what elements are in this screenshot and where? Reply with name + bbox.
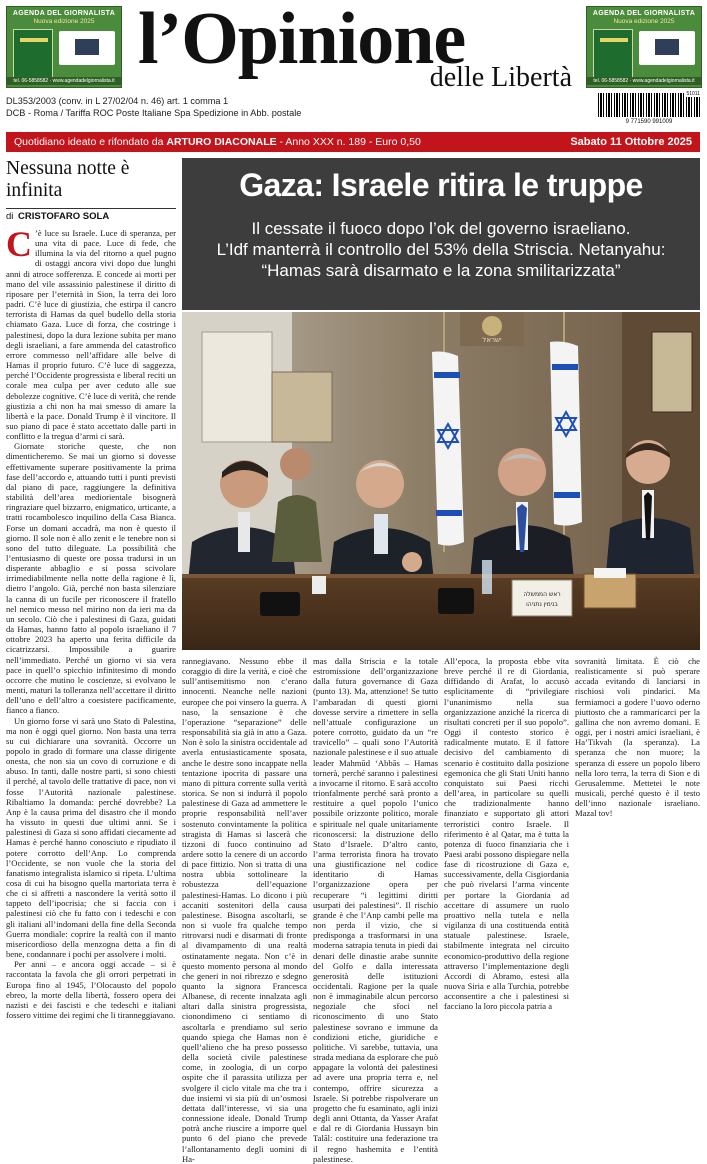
state-emblem <box>460 312 524 346</box>
cabinet-meeting-photo[interactable] <box>182 312 700 650</box>
ad-subtitle: Nuova edizione 2025 <box>33 18 95 25</box>
drop-cap: C <box>6 224 32 264</box>
deck-line-1: Il cessate il fuoco dopo l’ok del governo israeliano. <box>251 219 631 238</box>
deck-line-2: L’Idf manterrà il controllo del 53% della Striscia. Netanyahu: <box>216 240 666 259</box>
desk-microphone <box>438 588 474 614</box>
tissue-box <box>584 574 636 608</box>
ad-title: AGENDA DEL GIORNALISTA <box>12 10 116 17</box>
column-text: mas dalla Striscia e la totale estromissione dell’organizzazione dalla futura governance di Gaza (punto 13). Ma, attenzione! Se tutto l’ambaradan di questi giorni dovesse servire a rimettere in sella nell’attuale configurazione un potere corrotto, guidato da un “re travicello” – quali sono l’Autorità nazionale palestinese e il suo attuale leader Mahmūd ‘Abbās – Hamas tornerà, perché saranno i palestinesi a invocarne il ritorno. E sarà accolto trionfalmente perché sarà pronto a restituire a quel popolo l’unico possibile orizzonte politico, morale e spirituale nel quale unitariamente riconoscersi: la distruzione dello Stato d’Israele. D’altro canto, l’arma terrorista finora ha trovato una giustificazione nel codice identitario di Hamas l’organizzazione opera per recuperare “i legittimi diritti usurpati dei palestinesi”. Il rischio grande è che l’Anp cambi pelle ma non perda il vizio, che si predisponga a trasformarsi in una moderna satrapia tenuta in piedi dai denari delle dinastie arabe sunnite del Golfo e dalla interessata generosità delle istituzioni occidentali. Ragione per la quale non è immaginabile alcun percorso negoziale che sfoci nel riconoscimento di uno Stato palestinese sovrano e immune da condizioni etiche, giuridiche e politiche. Vi sarebbe, tuttavia, una strada mediana da esplorare che può appagare la volontà dei palestinesi ad avere una propria terra e, nel contempo, offrire sicurezza a Israele. Si potrebbe rispolverare un progetto che fu esaminato, agli inizi degli anni Ottanta, da Yasser Arafat e dal re di Giordania Hussayn bin Talāl: costituire una federazione tra il regno hashemita e l’entità palestinese. <box>313 656 438 1164</box>
masthead-info-bar <box>6 132 700 152</box>
israeli-flag-right <box>550 312 582 552</box>
agenda-book-image <box>13 29 53 79</box>
main-headline-box[interactable] <box>182 158 700 310</box>
newspaper-logo <box>132 2 580 92</box>
cup <box>312 576 326 594</box>
main-headline: Gaza: Israele ritira le truppe <box>239 167 643 203</box>
tissue <box>594 568 626 578</box>
editorial-byline <box>6 208 176 222</box>
article-column-3 <box>444 656 569 1016</box>
barcode <box>598 93 700 129</box>
photo-illustration <box>182 312 700 650</box>
founder-name: ARTURO DIACONALE <box>166 136 277 148</box>
barcode-number: 9 771590 991009 <box>625 119 673 125</box>
article-column-4 <box>575 656 700 1016</box>
issue-info: - Anno XXX n. 189 - Euro 0,50 <box>276 136 421 148</box>
logo-subtitle: delle Libertà <box>429 62 572 93</box>
editorial-title[interactable]: Nessuna notte è infinita <box>6 158 130 201</box>
ad-title: AGENDA DEL GIORNALISTA <box>592 10 696 17</box>
byline-author: CRISTOFARO SOLA <box>18 211 110 222</box>
emblem-text: ישראל <box>482 336 502 344</box>
founder-line <box>14 136 421 148</box>
ad-subtitle: Nuova edizione 2025 <box>613 18 675 25</box>
editorial-paragraph: Giornate storiche queste, che non dimenticheremo. Se mai un giorno si dovesse effettivamente superare positivamente la prima fase dell’accordo e, attuando tutti i punti previsti dal piano di pace, raggiungere la definitiva stabilità dell’area mediorientale bisognerà ringraziare quel bizzarro, enigmatico, urticante, a tratti rocambolesco inquilino della Casa Bianca. Forse un domani accadrà, ma non è questo il giorno. Il sole non è allo zenit e le tenebre non si sono del tutto dileguate. La possibilità che l’entusiasmo di queste ore possa tradursi in un disperante abbaglio e si possa scivolare irrimediabilmente nella notte della ragione è lì, dietro l’angolo. Già, perché non basta silenziare la canna di un fucile per riconoscere il fratello nel nemico messo nel mirino non da ieri ma da un secolo. Ciò che i palestinesi di Gaza, guidati da Hamas, hanno fatto al popolo israeliano il 7 ottobre 2023 ha aperto una ferita difficile da cicatrizzarsi. Impossibile a guarire nell’immediato. Perché un giorno vi sia vera pace in quell’o spicchio infinitesimo di mondo occorre che mutino le coscienze, si evolvano le menti, maturi la tolleranza nell’accettare il diritto dell’uno e dell’altro a coesistere pacificamente, fianco a fianco. <box>6 441 176 716</box>
column-text: rannegiavano. Nessuno ebbe il coraggio di dire la verità, e cioè che sull’antisemitismo non c’erano innocenti. Neanche nelle nazioni europee che poi vinsero la guerra. A naso, la sensazione è che l’operazione “separazione” delle responsabilità sia già in atto a Gaza. Non è solo la sinistra occidentale ad averla entusiasticamente sposata, anche le destre sono incappate nella tentazione ipocrita di passare una mano di pittura corrente sulla verità storica. Se non si indurrà il popolo palestinese di Gaza ad ammettere le proprie responsabilità nell’aver sostenuto convintamente la politica stragista di Hamas si lascerà che tizzoni di fuoco continuino ad ardere sotto la cenere di un accordo di pace fittizio. Non si tratta di una nostra ubbia sottolineare la robustezza dell’equazione palestinesi-Hamas. Lo dicono i più accaniti sostenitori della causa palestinese. Bisogna ascoltarli, se non si vuole fra qualche tempo ritrovarsi nudi e disarmati di fronte al divampamento di una realtà ostinatamente negata. Non c’è in questo momento persona al mondo che generi in noi ribrezzo e sdegno quanto la signora Francesca Albanese, di recente innalzata agli altari dalla sinistra progressista, cionondimeno ci sentiamo di ascoltarla e prendiamo sul serio quando spiega che Hamas non è quell’alieno che ha preso possesso della società civile palestinese come, in zoologia, di un corpo ospite che il parassita utilizza per svolgere il ciclo vitale ma che tra i due insiemi vi sia più di un’osmosi dettata dall’interesse, vi sia una connessione ideale. Donald Trump potrà anche riuscire a imporre quel punto 6 del piano che prevede l’allontanamento degli uomini di Ha- <box>182 656 307 1164</box>
editorial-paragraph: Per anni – e ancora oggi accade – si è raccontata la favola che gli orrori perpetrati in Europa fino al 1945, l’Olocausto del popolo ebreo, la morte della libertà, fossero opera dei nazisti e dei fascisti e che tedeschi e italiani fossero vittime dei regimi che li tiranneggiavano. <box>6 959 176 1021</box>
logo-main: l’Opinione <box>138 0 466 80</box>
article-column-1 <box>182 656 307 1164</box>
ad-footer: tel. 06-5858582 · www.agendadelgiornalista.it <box>587 77 701 85</box>
ad-card-image <box>59 31 115 65</box>
issue-date: Sabato 11 Ottobre 2025 <box>570 136 692 148</box>
editorial-paragraph <box>6 224 176 442</box>
placard-line-1: ראש הממשלה <box>523 591 561 598</box>
water-bottle <box>482 560 492 594</box>
editorial-body <box>6 224 176 1021</box>
editorial-column <box>6 158 176 1021</box>
agenda-book-image <box>593 29 633 79</box>
column-text-continued: sovranità limitata. È ciò che realisticamente si può sperare accada evitando di lanciarsi in rischiosi voli pindarici. Ma fermiamoci a godere l’uovo oderno piuttosto che a rammaricarci per la gallina che non avremo domani. E oggi, per i nostri amici israeliani, è Ha’Tikvah (la speranza). La speranza che non muore; la speranza di essere un popolo libero nella loro terra, la terra di Sion e di Gerusalemme. Mettetei le note musicali, perché questo è il testo dell’inno nazionale israeliano. Mazal tov! <box>575 656 700 819</box>
placard-line-2: בנימין נתניהו <box>526 601 558 608</box>
pub-info-line-2: DCB - Roma / Tariffa ROC Poste Italiane Spa Spedizione in Abb. postale <box>6 108 302 118</box>
name-placard <box>512 580 572 616</box>
founder-prefix: Quotidiano ideato e rifondato da <box>14 136 167 148</box>
ad-card-image <box>639 31 695 65</box>
editorial-paragraph-text: ’è luce su Israele. Luce di speranza, per una vita di pace. Luce di fede, che illumina la via del ritorno a quel pugno di ostaggi ancora vivi dopo due lunghi anni di atroce sofferenza. E concede ai morti per mano del vile assassinio palestinese il diritto di riposare per l’eternità in Sion, la terra dei loro padri. C’è luce di giustizia, che estirpa il cancro terrorista di Hamas da quel budello della storia chiamato Gaza. Luce di forza, che costringe i palestinesi, dopo la dura lezione subita per mano degli israeliani, a fare ammenda del catastrofico errore commesso nell’affidare alle belve di Hamas il proprio futuro. C’è luce di saggezza, perché l’Occidente progressista e liberal reciti un corale mea culpa per aver ceduto alle sue debolezze cognitive. C’è luce di verità, che rende giustizia a chi non ha mai smesso di amare la libertà e la pace. Donald Trump è il vincitore. Il suo piano di pace è stato accettato dalle parti in conflitto e la tregua d’armi ci sarà. <box>6 228 176 442</box>
publication-info <box>6 95 301 119</box>
deck-line-3: “Hamas sarà disarmato e la zona smilitarizzata” <box>261 261 621 280</box>
byline-prefix: di <box>6 211 14 222</box>
desk-microphone <box>260 592 300 616</box>
headline-deck <box>182 218 700 281</box>
article-column-2 <box>313 656 438 1164</box>
agenda-ad-right[interactable] <box>586 6 702 88</box>
agenda-ad-left[interactable] <box>6 6 122 88</box>
barcode-code: 51011 <box>686 91 700 97</box>
column-text: All’epoca, la proposta ebbe vita breve perché il re di Giordania, diffidando di Arafat, lo accusò esplicitamente di “privilegiare l’unanimismo nella sua organizzazione anziché la ricerca di risultati concreti per il suo popolo”. Oggi il contesto storico è radicalmente mutato. E il fattore decisivo del cambiamento di scenario è costituito dalla posizione egemonica che gli Stati Uniti hanno conquistato sui Paesi ricchi dell’area, in particolare su quelli che tradizionalmente hanno finanziato e supportato gli attori terroristici contro Israele. Il riferimento è al Qatar, ma è tutta la potenza di fuoco finanziaria che i Paesi arabi possono dispiegare nella fase di ricostruzione di Gaza e, successivamente, della Cisgiordania che può rivelarsi l’arma vincente per portare la Giordania ad accettare di assumere un ruolo proattivo nella tutela e nella vigilanza di una costituenda entità statuale palestinese. Israele, stabilmente integrata nel circuito economico-produttivo della regione attraverso l’implementazione degli Accordi di Abramo, estesi alla nuova Siria e alla Turchia, potrebbe acconsentire a che i palestinesi si facciano la loro piccola patria a <box>444 656 569 1012</box>
barcode-bars <box>598 93 700 117</box>
pub-info-line-1: DL353/2003 (conv. in L 27/02/04 n. 46) art. 1 comma 1 <box>6 96 229 106</box>
ad-footer: tel. 06-5858582 · www.agendadelgiornalista.it <box>7 77 121 85</box>
editorial-paragraph: Un giorno forse vi sarà uno Stato di Palestina, ma non è oggi quel giorno. Non basta una terra su cui dichiarare una sovranità. Occorre un popolo in grado di formare una classe dirigente onesta, che non sia un covo di corruzione e di abuso. In tanti, dalle nostre parti, si sono chiesti il perché, al tavolo delle trattative di pace, non vi fosse l’Autorità nazionale palestinese. Ribaltiamo la domanda: perché dovrebbe? La Anp è la causa prima del disastro che il mondo ha vissuto in questi due ultimi anni. Se i palestinesi di Gaza si sono affidati ciecamente ad Hamas è perché hanno conosciuto e ripudiato il potere corrotto dell’Anp. Lo comprenda l’Occidente, se non vuole che la storia del fanatismo integralista islamico si ripeta. L’ultima cosa di cui ha bisogno quella martoriata terra è che ci si affretti a nascondere la verità sotto il tappeto dell’ipocrisia; che si faccia con i palestinesi ciò che fu fatto con i tedeschi e con gli italiani all’indomani della fine della Seconda Guerra mondiale: coprire la realtà con il manto misericordioso della menzogna detta a fin di bene, condannare i pochi per assolvere i molti. <box>6 715 176 960</box>
